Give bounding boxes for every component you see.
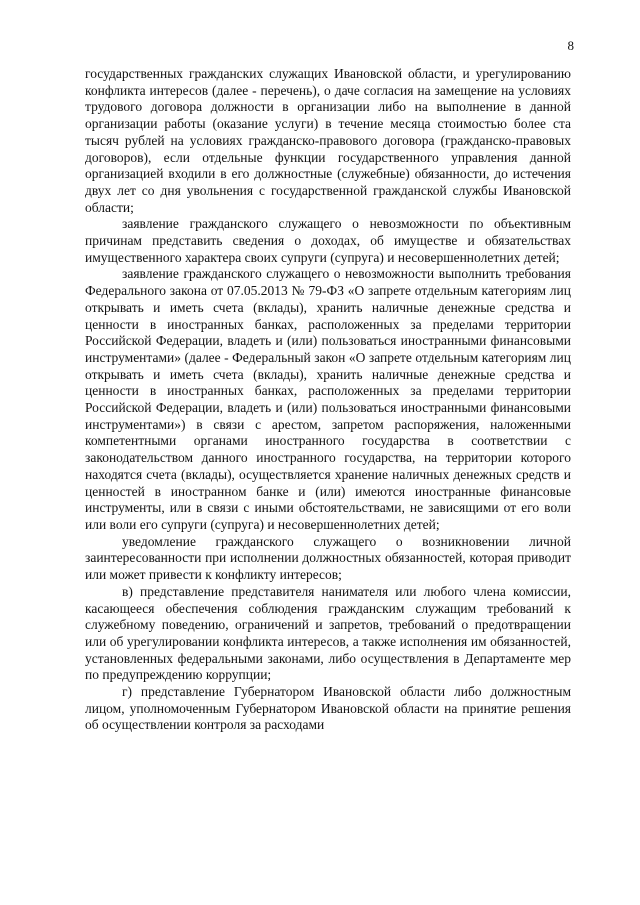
paragraph-item-g: г) представление Губернатором Ивановской области либо должностным лицом, уполномоченным Губернатором Ивановской области на принятие решения об осуществлении контроля за расходами <box>85 684 571 733</box>
document-body <box>85 66 571 734</box>
paragraph-conflict-notice: уведомление гражданского служащего о возникновении личной заинтересованности при исполнении должностных обязанностей, которая приводит или может привести к конфликту интересов; <box>85 533 571 583</box>
paragraph-foreign-accounts: заявление гражданского служащего о невозможности выполнить требования Федерального закона от 07.05.2013 № 79-ФЗ «О запрете отдельным категориям лиц открывать и иметь счета (вклады), хранить наличные денежные средства и ценности в иностранных банках, расположенных за пределами территории Российской Федерации, владеть и (или) пользоваться иностранными финансовыми инструментами» (далее - Федеральный закон «О запрете отдельным категориям лиц открывать и иметь счета (вклады), хранить наличные денежные средства и ценности в иностранных банках, расположенных за пределами территории Российской Федерации, владеть и (или) пользоваться иностранными финансовыми инструментами») в связи с арестом, запретом распоряжения, наложенными компетентными органами иностранного государства в соответствии с законодательством данного иностранного государства, на территории которого находятся счета (вклады), осуществляется хранение наличных денежных средств и ценностей в иностранном банке и (или) имеются иностранные финансовые инструменты, или в связи с иными обстоятельствами, не зависящими от его воли или воли его супруги (супруга) и несовершеннолетних детей; <box>85 266 571 532</box>
paragraph-income-statement: заявление гражданского служащего о невозможности по объективным причинам представить сведения о доходах, об имуществе и обязательствах имущественного характера своих супруги (супруга) и несовершеннолетних детей; <box>85 216 571 265</box>
page-number: 8 <box>567 38 574 53</box>
paragraph-item-v: в) представление представителя нанимателя или любого члена комиссии, касающееся обеспечения соблюдения гражданским служащим требований к служебному поведению, ограничений и запретов, требований о предотвращении или об урегулировании конфликта интересов, а также исполнения им обязанностей, установленных федеральными законами, либо осуществления в Департаменте мер по предупреждению коррупции; <box>85 583 571 683</box>
paragraph-continuation: государственных гражданских служащих Ивановской области, и урегулированию конфликта интересов (далее - перечень), о даче согласия на замещение на условиях трудового договора должности в организации либо на выполнение в данной организации работы (оказание услуги) в течение месяца стоимостью более ста тысяч рублей на условиях гражданско-правового договора (гражданско-правовых договоров), если отдельные функции государственного управления данной организацией входили в его должностные (служебные) обязанности, до истечения двух лет со дня увольнения с государственной гражданской службы Ивановской области; <box>85 66 571 215</box>
